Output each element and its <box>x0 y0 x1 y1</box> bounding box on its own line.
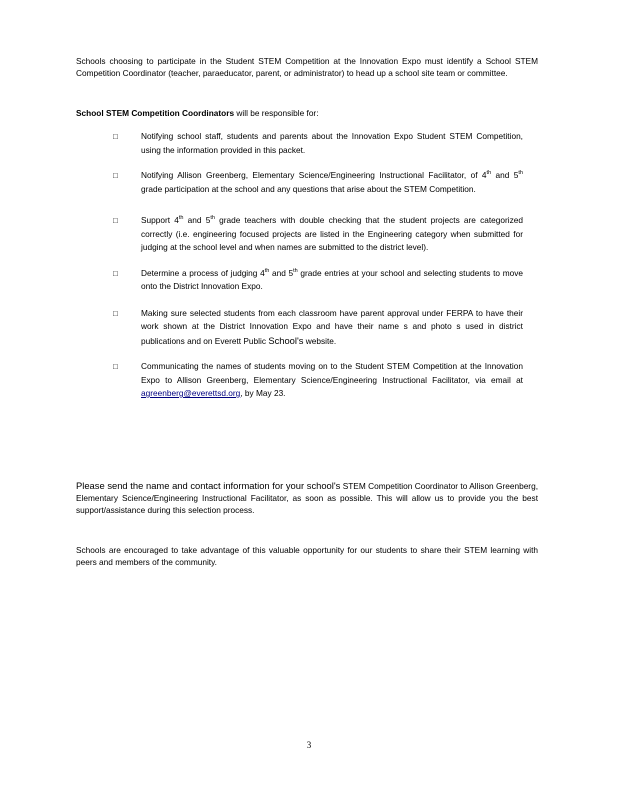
list-item-text: and 5 <box>491 170 519 180</box>
email-link[interactable]: agreenberg@everettsd.org <box>141 388 241 398</box>
list-item-text: website. <box>303 335 337 346</box>
list-item <box>113 267 523 294</box>
list-item-text: grade participation at the school and any questions that arise about the STEM Competition. <box>141 183 476 194</box>
send-paragraph-lead: Please send the name and contact information for your school's <box>76 480 341 491</box>
list-item <box>113 169 523 196</box>
checkbox-bullet-icon: □ <box>113 308 118 318</box>
list-item-text: , by May 23. <box>240 388 286 398</box>
closing-paragraph: Schools are encouraged to take advantage of this valuable opportunity for our students to share their STEM learning with peers and members of the community. <box>76 545 538 567</box>
ordinal-suffix: th <box>178 215 184 222</box>
send-paragraph-rest: STEM Competition Coordinator to Allison Greenberg, Elementary Science/Engineering Instructional Facilitator, as soon as possible. This will allow us to provide you the best support/assistance during this selection process. <box>76 481 538 515</box>
ordinal-suffix: th <box>210 215 215 222</box>
list-item-text: grade teachers with double checking that the student projects are categorized correctly (i.e. engineering focused projects are listed in the Engineering category when submitted for judging at the school level and when names are submitted to the district level). <box>141 215 523 252</box>
ordinal-suffix: th <box>264 267 270 274</box>
list-item <box>113 360 523 401</box>
list-item-text: Support 4 <box>141 215 179 225</box>
list-item-text: Communicating the names of students moving on to the Student STEM Competition at the Innovation Expo to Allison Greenberg, Elementary Science/Engineering Instructional Facilitator, via email at <box>141 361 523 385</box>
list-item-text: Making sure selected students from each classroom have parent approval under FERPA to have their work shown at the District Innovation Expo and have their name s and photo s used in district publications and on Everett Public <box>141 307 523 346</box>
ordinal-suffix: th <box>486 170 492 177</box>
checkbox-bullet-icon: □ <box>113 171 118 180</box>
send-paragraph <box>76 480 538 516</box>
ordinal-suffix: th <box>518 170 523 177</box>
coordinator-heading <box>76 108 319 118</box>
list-item-text: and 5 <box>183 215 211 225</box>
list-item-text: grade entries at your school and selecting students to move onto the District Innovation Expo. <box>141 267 523 291</box>
list-item <box>113 130 523 157</box>
list-item-text: Notifying school staff, students and parents about the Innovation Expo Student STEM Competition, using the information provided in this packet. <box>141 131 523 155</box>
intro-paragraph: Schools choosing to participate in the Student STEM Competition at the Innovation Expo must identify a School STEM Competition Coordinator (teacher, paraeducator, parent, or administrator) to head up a school site team or committee. <box>76 56 538 78</box>
ordinal-suffix: th <box>293 267 298 274</box>
checkbox-bullet-icon: □ <box>113 216 118 225</box>
checkbox-bullet-icon: □ <box>113 362 118 371</box>
list-item <box>113 214 523 255</box>
list-item <box>113 307 523 349</box>
coordinator-heading-rest: will be responsible for: <box>234 108 319 118</box>
coordinator-heading-bold: School STEM Competition Coordinators <box>76 108 235 118</box>
checkbox-bullet-icon: □ <box>113 268 118 278</box>
checkbox-bullet-icon: □ <box>113 132 118 141</box>
list-item-text: and 5 <box>269 267 294 278</box>
list-item-text: Notifying Allison Greenberg, Elementary Science/Engineering Instructional Facilitator, of 4 <box>141 170 487 180</box>
list-item-text: Determine a process of judging 4 <box>141 267 265 278</box>
page-number: 3 <box>306 740 312 750</box>
schools-word: School's <box>268 334 304 346</box>
responsibility-list <box>113 130 523 401</box>
